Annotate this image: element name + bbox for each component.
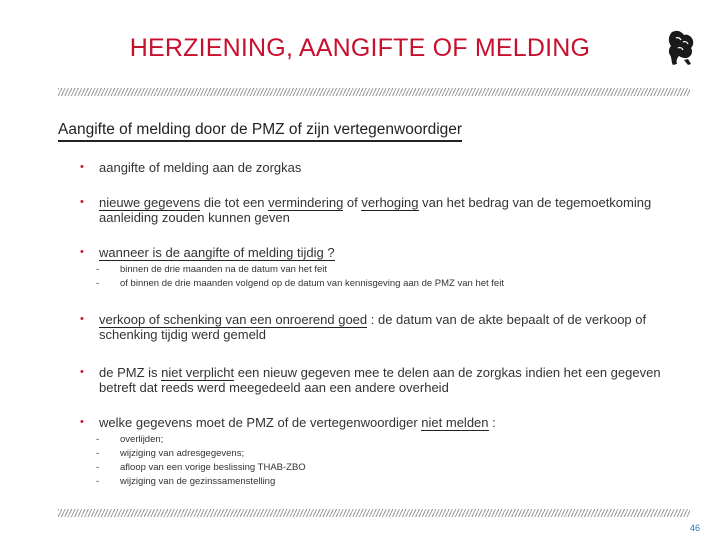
- sub-item-text: binnen de drie maanden na de datum van het feit: [120, 264, 328, 275]
- bullet-text: [99, 312, 670, 342]
- text-segment: :: [488, 415, 496, 430]
- sub-item: [96, 277, 656, 291]
- sub-item-text: of binnen de drie maanden volgend op de datum van kennisgeving aan de PMZ van het feit: [120, 278, 504, 289]
- underlined-phrase: verkoop of schenking van een onroerend goed: [99, 312, 368, 327]
- dash-symbol: -: [96, 264, 100, 275]
- bullet-tijdig: [80, 245, 670, 260]
- bullet-text: aangifte of melding aan de zorgkas: [99, 160, 302, 175]
- bullet-verkoop: [80, 312, 670, 342]
- sub-item: [96, 475, 656, 489]
- text-segment: de PMZ is: [99, 365, 162, 380]
- sub-item: [96, 433, 656, 447]
- bullet-symbol: •: [80, 161, 84, 173]
- bullet-symbol: •: [80, 366, 84, 378]
- bullet-zorgkas: [80, 160, 670, 175]
- sub-item: [96, 447, 656, 461]
- dash-symbol: -: [96, 462, 100, 473]
- underlined-phrase: vermindering: [268, 195, 344, 210]
- underlined-phrase: niet verplicht: [161, 365, 235, 380]
- hatched-divider-top: [58, 88, 690, 96]
- text-segment: een nieuw gegeven mee te delen aan de zorgkas indien het een gegeven betreft dat reeds werd meegedeeld aan een andere overheid: [99, 365, 661, 395]
- text-segment: of: [343, 195, 362, 210]
- sub-item-text: wijziging van adresgegevens;: [120, 448, 245, 459]
- sub-item: [96, 461, 656, 475]
- underlined-phrase: wanneer is de aangifte of melding tijdig ?: [99, 245, 335, 260]
- text-segment: welke gegevens moet de PMZ of de vertegenwoordiger: [99, 415, 422, 430]
- dash-symbol: -: [96, 434, 100, 445]
- bullet-symbol: •: [80, 246, 84, 258]
- underlined-phrase: niet melden: [421, 415, 489, 430]
- bullet-niet-melden: [80, 415, 670, 430]
- flemish-lion-logo: [664, 28, 696, 68]
- dash-symbol: -: [96, 448, 100, 459]
- bullet-niet-verplicht: [80, 365, 670, 395]
- bullet-text: [99, 245, 670, 260]
- text-segment: van het bedrag van de tegemoetkoming aanleiding zouden kunnen geven: [99, 195, 652, 225]
- underlined-phrase: verhoging: [361, 195, 419, 210]
- sub-item-text: wijziging van de gezinssamenstelling: [120, 476, 276, 487]
- sub-item-text: afloop van een vorige beslissing THAB-ZBO: [120, 462, 306, 473]
- bullet-text: [99, 195, 670, 225]
- dash-symbol: -: [96, 476, 100, 487]
- underlined-phrase: nieuwe gegevens: [99, 195, 201, 210]
- text-segment: : de datum van de akte bepaalt of de verkoop of schenking tijdig werd gemeld: [99, 312, 647, 342]
- bullet-text: [99, 365, 670, 395]
- dash-symbol: -: [96, 278, 100, 289]
- text-segment: die tot een: [200, 195, 269, 210]
- section-subtitle: Aangifte of melding door de PMZ of zijn vertegenwoordiger: [58, 121, 462, 142]
- sub-item-text: overlijden;: [120, 434, 164, 445]
- bullet-nieuwe-gegevens: [80, 195, 670, 225]
- bullet-symbol: •: [80, 196, 84, 208]
- hatched-divider-bottom: [58, 509, 690, 517]
- bullet-symbol: •: [80, 416, 84, 428]
- page-number: 46: [689, 523, 700, 533]
- sub-item: [96, 263, 656, 277]
- bullet-symbol: •: [80, 313, 84, 325]
- slide-title: HERZIENING, AANGIFTE OF MELDING: [129, 34, 591, 62]
- bullet-text: [99, 415, 670, 430]
